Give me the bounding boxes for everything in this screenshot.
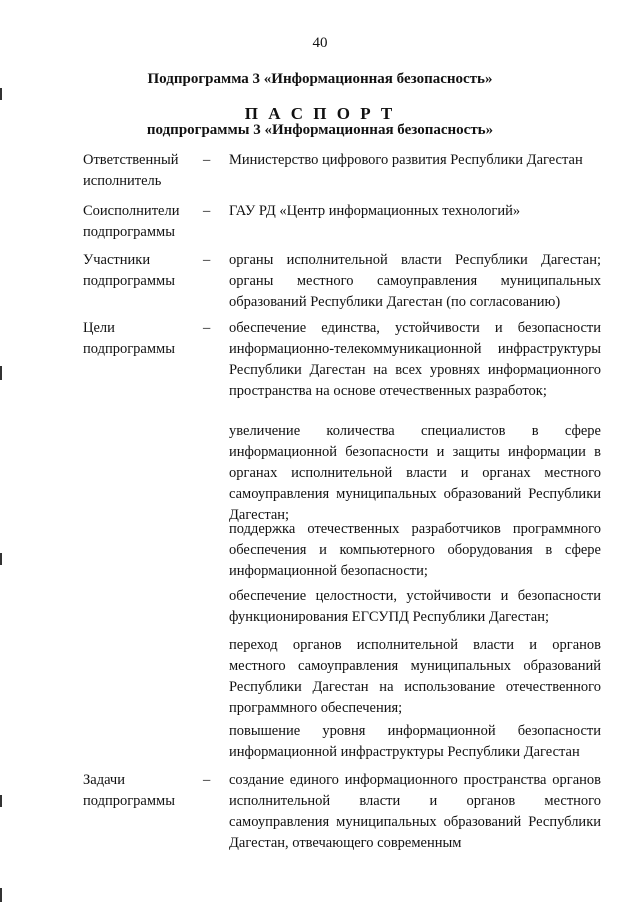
goal-paragraph-3: поддержка отечественных разработчиков программного обеспечения и компьютерного оборудования в сфере информационной безопасности;	[229, 521, 601, 579]
row-dash: –	[203, 152, 211, 168]
row-dash: –	[203, 252, 211, 268]
row-label-co-executors: Соисполнители подпрограммы	[83, 203, 180, 240]
row-dash: –	[203, 203, 211, 219]
scan-margin-mark	[0, 553, 2, 565]
passport-subtitle: подпрограммы 3 «Информационная безопасность»	[146, 122, 494, 138]
row-text-responsible: Министерство цифрового развития Республики Дагестан	[229, 152, 583, 168]
subprogram-title: Подпрограмма 3 «Информационная безопасность»	[147, 71, 493, 87]
row-label-participants: Участники подпрограммы	[83, 252, 175, 289]
goal-paragraph-2: увеличение количества специалистов в сфере информационной безопасности и защиты информации в органах исполнительной власти и органах местного самоуправления муниципальных образований Республики Дагестан;	[229, 423, 601, 523]
passport-heading: П А С П О Р Т	[244, 104, 396, 123]
goal-paragraph-4: обеспечение целостности, устойчивости и безопасности функционирования ЕГСУПД Республики Дагестан;	[229, 588, 601, 625]
task-paragraph-1: создание единого информационного пространства органов исполнительной власти и органов местного самоуправления муниципальных образований Республики Дагестан, отвечающего современным	[229, 772, 601, 851]
row-dash: –	[203, 772, 211, 788]
row-dash: –	[203, 320, 211, 336]
scan-margin-mark	[0, 366, 2, 380]
row-label-responsible: Ответственный исполнитель	[83, 152, 179, 189]
row-label-goals: Цели подпрограммы	[83, 320, 175, 357]
scan-margin-mark	[0, 888, 2, 902]
goal-paragraph-5: переход органов исполнительной власти и органов местного самоуправления муниципальных образований Республики Дагестан на использование отечественного программного обеспечения;	[229, 637, 601, 716]
row-text-participants: органы исполнительной власти Республики Дагестан; органы местного самоуправления муниципальных образований Республики Дагестан (по согласованию)	[229, 252, 601, 310]
scan-margin-mark	[0, 88, 2, 100]
row-text-co-executors: ГАУ РД «Центр информационных технологий»	[229, 203, 521, 219]
scan-margin-mark	[0, 795, 2, 807]
row-label-tasks: Задачи подпрограммы	[83, 772, 175, 809]
page-number: 40	[312, 35, 328, 51]
goal-paragraph-6: повышение уровня информационной безопасности информационной инфраструктуры Республики Дагестан	[229, 723, 601, 760]
goal-paragraph-1: обеспечение единства, устойчивости и безопасности информационно-телекоммуникационной инфраструктуры Республики Дагестан на всех уровнях информационного пространства на основе отечественных разработок;	[229, 320, 601, 399]
